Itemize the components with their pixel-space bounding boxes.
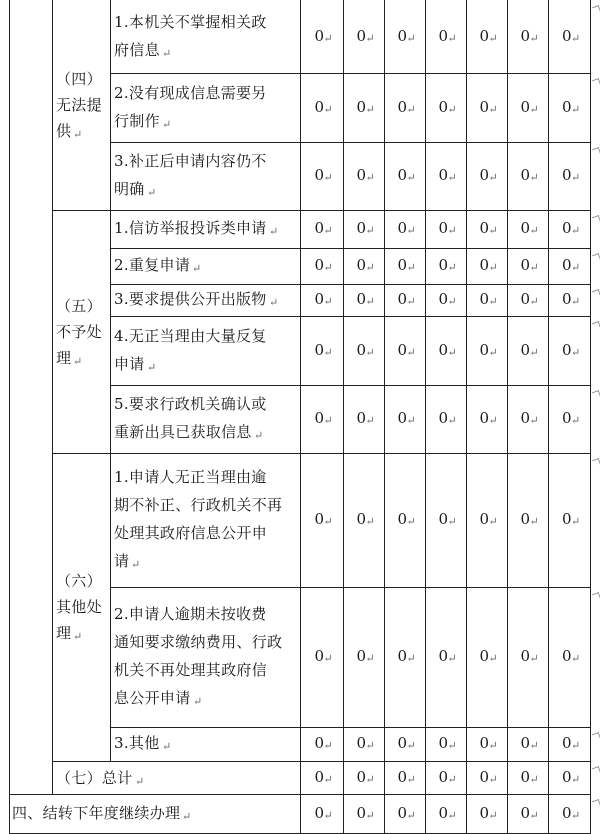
paragraph-mark-icon: ↵ <box>529 739 540 752</box>
group-label: 供 <box>56 122 72 140</box>
paragraph-mark-icon: ↵ <box>447 515 458 528</box>
paragraph-mark-icon: ↵ <box>365 739 376 752</box>
row-description: 4.无正当理由大量反复 <box>114 326 267 345</box>
row-end-mark-icon <box>592 592 600 601</box>
paragraph-mark-icon: ↵ <box>488 224 499 237</box>
row-border <box>110 316 590 317</box>
value-cell: 0 <box>438 166 449 184</box>
carry-row-label: 四、结转下年度继续办理 <box>12 804 181 822</box>
paragraph-mark-icon: ↵ <box>447 414 458 427</box>
row-end-mark-icon <box>592 215 600 224</box>
value-cell: 0 <box>562 734 572 752</box>
row-description: 2.申请人逾期未按收费 <box>114 605 267 623</box>
paragraph-mark-icon: ↵ <box>365 652 376 665</box>
paragraph-mark-icon: ↵ <box>571 171 581 184</box>
border-left <box>9 0 10 834</box>
value-column-line <box>425 0 426 834</box>
paragraph-mark-icon: ↵ <box>488 772 499 786</box>
paragraph-mark-icon: ↵ <box>447 652 458 665</box>
group-label: 无法提 <box>56 96 102 114</box>
value-cell: 0 <box>562 409 572 427</box>
value-cell: 0 <box>520 219 531 237</box>
row-description: 通知要求缴纳费用、行政 <box>114 633 283 651</box>
value-cell: 0 <box>397 290 408 308</box>
paragraph-mark-icon: ↵ <box>323 102 334 116</box>
group-border <box>52 453 590 454</box>
value-cell: 0 <box>356 804 367 822</box>
group-label: 理 <box>56 348 72 367</box>
value-cell: 0 <box>479 256 490 274</box>
value-cell: 0 <box>397 409 408 427</box>
value-cell: 0 <box>314 510 325 528</box>
value-cell: 0 <box>356 340 367 359</box>
value-cell: 0 <box>520 647 531 665</box>
group-divider <box>52 0 53 794</box>
value-cell: 0 <box>520 256 531 274</box>
value-cell: 0 <box>397 734 408 752</box>
paragraph-mark-icon: ↵ <box>488 31 499 45</box>
paragraph-mark-icon: ↵ <box>529 295 540 308</box>
paragraph-mark-icon: ↵ <box>323 295 334 308</box>
value-cell: 0 <box>520 166 531 184</box>
paragraph-mark-icon: ↵ <box>323 809 334 822</box>
value-cell: 0 <box>438 219 449 237</box>
value-cell: 0 <box>438 340 449 359</box>
value-cell: 0 <box>314 219 325 237</box>
value-cell: 0 <box>520 290 531 308</box>
value-column-line <box>384 0 385 834</box>
paragraph-mark-icon: ↵ <box>365 345 376 359</box>
paragraph-mark-icon: ↵ <box>447 345 458 359</box>
paragraph-mark-icon: ↵ <box>529 171 540 184</box>
paragraph-mark-icon: ↵ <box>488 515 499 528</box>
value-cell: 0 <box>438 26 449 45</box>
value-cell: 0 <box>356 166 367 184</box>
value-cell: 0 <box>520 340 531 359</box>
paragraph-mark-icon: ↵ <box>323 515 334 528</box>
row-description: 期不补正、行政机关不再 <box>114 496 283 514</box>
row-description: 3.要求提供公开出版物 <box>114 290 267 308</box>
value-cell: 0 <box>479 409 490 427</box>
paragraph-mark-icon: ↵ <box>365 515 376 528</box>
group-border <box>52 761 590 762</box>
value-cell: 0 <box>356 767 367 786</box>
group-label: （六） <box>56 572 102 590</box>
value-cell: 0 <box>562 510 572 528</box>
paragraph-mark-icon: ↵ <box>254 429 264 442</box>
value-cell: 0 <box>479 804 490 822</box>
paragraph-mark-icon: ↵ <box>147 360 157 374</box>
paragraph-mark-icon: ↵ <box>269 225 279 238</box>
value-cell: 0 <box>562 647 572 665</box>
paragraph-mark-icon: ↵ <box>571 739 581 752</box>
paragraph-mark-icon: ↵ <box>323 171 334 184</box>
paragraph-mark-icon: ↵ <box>135 775 145 788</box>
row-end-mark-icon <box>592 732 600 741</box>
row-description: 重新出具已获取信息 <box>114 423 252 441</box>
paragraph-mark-icon: ↵ <box>406 224 417 237</box>
value-cell: 0 <box>479 647 490 665</box>
paragraph-mark-icon: ↵ <box>192 262 202 275</box>
paragraph-mark-icon: ↵ <box>162 46 172 60</box>
row-end-mark-icon <box>592 390 600 399</box>
total-row-bottom <box>9 794 590 795</box>
paragraph-mark-icon: ↵ <box>571 345 581 359</box>
row-description: 3.其他 <box>114 734 160 752</box>
paragraph-mark-icon: ↵ <box>365 102 376 116</box>
row-description: 处理其政府信息公开申 <box>114 524 268 542</box>
paragraph-mark-icon: ↵ <box>529 809 540 822</box>
value-cell: 0 <box>562 256 572 274</box>
paragraph-mark-icon: ↵ <box>571 652 581 665</box>
paragraph-mark-icon: ↵ <box>73 354 83 368</box>
paragraph-mark-icon: ↵ <box>571 261 581 274</box>
row-border <box>110 385 590 386</box>
row-end-mark-icon <box>592 799 600 808</box>
value-column-line <box>590 0 591 834</box>
value-cell: 0 <box>356 647 367 665</box>
paragraph-mark-icon: ↵ <box>323 739 334 752</box>
row-description: 行制作 <box>114 111 160 130</box>
row-description: 机关不再处理其政府信 <box>114 661 268 679</box>
value-cell: 0 <box>520 734 531 752</box>
paragraph-mark-icon: ↵ <box>529 261 540 274</box>
paragraph-mark-icon: ↵ <box>193 695 203 708</box>
row-description: 明确 <box>114 180 145 198</box>
paragraph-mark-icon: ↵ <box>323 345 334 359</box>
value-cell: 0 <box>520 767 531 786</box>
value-cell: 0 <box>562 290 572 308</box>
value-column-line <box>300 0 301 834</box>
row-end-mark-icon <box>592 5 600 14</box>
paragraph-mark-icon: ↵ <box>571 414 581 427</box>
row-end-mark-icon <box>592 766 600 775</box>
value-cell: 0 <box>356 256 367 274</box>
paragraph-mark-icon: ↵ <box>571 515 581 528</box>
value-cell: 0 <box>438 290 449 308</box>
paragraph-mark-icon: ↵ <box>529 772 540 786</box>
value-cell: 0 <box>397 767 408 786</box>
row-description: 请 <box>114 552 130 570</box>
paragraph-mark-icon: ↵ <box>323 261 334 274</box>
row-end-mark-icon <box>592 458 600 467</box>
group-label: 不予处 <box>56 322 102 341</box>
group-label: （四） <box>56 70 102 88</box>
paragraph-mark-icon: ↵ <box>571 31 581 45</box>
value-cell: 0 <box>479 166 490 184</box>
paragraph-mark-icon: ↵ <box>571 224 581 237</box>
value-cell: 0 <box>479 767 490 786</box>
value-cell: 0 <box>314 166 325 184</box>
paragraph-mark-icon: ↵ <box>488 261 499 274</box>
value-cell: 0 <box>314 26 325 45</box>
paragraph-mark-icon: ↵ <box>365 224 376 237</box>
value-cell: 0 <box>397 166 408 184</box>
value-cell: 0 <box>314 256 325 274</box>
paragraph-mark-icon: ↵ <box>147 186 157 199</box>
value-cell: 0 <box>438 767 449 786</box>
value-cell: 0 <box>397 26 408 45</box>
paragraph-mark-icon: ↵ <box>488 809 499 822</box>
paragraph-mark-icon: ↵ <box>529 102 540 116</box>
paragraph-mark-icon: ↵ <box>571 102 581 116</box>
value-cell: 0 <box>562 219 572 237</box>
paragraph-mark-icon: ↵ <box>323 31 334 45</box>
paragraph-mark-icon: ↵ <box>365 261 376 274</box>
row-border <box>110 73 590 74</box>
value-cell: 0 <box>438 256 449 274</box>
paragraph-mark-icon: ↵ <box>323 652 334 665</box>
paragraph-mark-icon: ↵ <box>269 296 279 309</box>
paragraph-mark-icon: ↵ <box>488 652 499 665</box>
group-label: （五） <box>56 296 102 315</box>
row-end-mark-icon <box>592 321 600 330</box>
paragraph-mark-icon: ↵ <box>488 739 499 752</box>
paragraph-mark-icon: ↵ <box>447 171 458 184</box>
value-cell: 0 <box>438 510 449 528</box>
value-cell: 0 <box>314 340 325 359</box>
row-description: 2.没有现成信息需要另 <box>114 83 267 102</box>
paragraph-mark-icon: ↵ <box>529 515 540 528</box>
value-cell: 0 <box>397 219 408 237</box>
paragraph-mark-icon: ↵ <box>529 345 540 359</box>
paragraph-mark-icon: ↵ <box>529 652 540 665</box>
value-cell: 0 <box>562 767 572 786</box>
value-cell: 0 <box>438 409 449 427</box>
paragraph-mark-icon: ↵ <box>488 102 499 116</box>
value-cell: 0 <box>479 26 490 45</box>
paragraph-mark-icon: ↵ <box>571 772 581 786</box>
value-cell: 0 <box>562 26 572 45</box>
row-end-mark-icon <box>592 253 600 262</box>
paragraph-mark-icon: ↵ <box>365 809 376 822</box>
value-cell: 0 <box>520 409 531 427</box>
value-cell: 0 <box>479 340 490 359</box>
paragraph-mark-icon: ↵ <box>447 772 458 786</box>
paragraph-mark-icon: ↵ <box>529 31 540 45</box>
group-border <box>52 210 590 211</box>
total-row-label: （七）总计 <box>56 769 133 787</box>
paragraph-mark-icon: ↵ <box>447 31 458 45</box>
value-cell: 0 <box>520 804 531 822</box>
value-cell: 0 <box>314 734 325 752</box>
value-column-line <box>507 0 508 834</box>
value-cell: 0 <box>479 290 490 308</box>
value-cell: 0 <box>397 510 408 528</box>
row-border <box>110 284 590 285</box>
value-cell: 0 <box>438 804 449 822</box>
value-cell: 0 <box>356 510 367 528</box>
paragraph-mark-icon: ↵ <box>488 295 499 308</box>
row-end-mark-icon <box>592 78 600 87</box>
group-label: 其他处 <box>56 598 102 616</box>
paragraph-mark-icon: ↵ <box>182 810 192 823</box>
value-cell: 0 <box>438 647 449 665</box>
value-cell: 0 <box>314 290 325 308</box>
paragraph-mark-icon: ↵ <box>447 295 458 308</box>
paragraph-mark-icon: ↵ <box>162 117 172 131</box>
value-cell: 0 <box>520 26 531 45</box>
desc-divider <box>110 0 111 761</box>
row-description: 3.补正后申请内容仍不 <box>114 152 267 170</box>
value-cell: 0 <box>520 510 531 528</box>
paragraph-mark-icon: ↵ <box>406 809 417 822</box>
row-description: 1.申请人无正当理由逾 <box>114 468 267 486</box>
paragraph-mark-icon: ↵ <box>488 414 499 427</box>
paragraph-mark-icon: ↵ <box>406 171 417 184</box>
group-label: 理 <box>56 624 72 642</box>
paragraph-mark-icon: ↵ <box>529 224 540 237</box>
value-cell: 0 <box>356 26 367 45</box>
paragraph-mark-icon: ↵ <box>406 295 417 308</box>
value-cell: 0 <box>562 340 572 359</box>
paragraph-mark-icon: ↵ <box>406 414 417 427</box>
row-description: 5.要求行政机关确认或 <box>114 395 267 413</box>
paragraph-mark-icon: ↵ <box>365 414 376 427</box>
paragraph-mark-icon: ↵ <box>447 739 458 752</box>
value-cell: 0 <box>438 734 449 752</box>
value-cell: 0 <box>438 97 449 116</box>
paragraph-mark-icon: ↵ <box>406 345 417 359</box>
row-description: 府信息 <box>114 40 160 59</box>
row-description: 1.信访举报投诉类申请 <box>114 219 267 237</box>
value-cell: 0 <box>479 219 490 237</box>
paragraph-mark-icon: ↵ <box>571 809 581 822</box>
value-cell: 0 <box>397 804 408 822</box>
value-cell: 0 <box>479 510 490 528</box>
value-cell: 0 <box>314 767 325 786</box>
value-cell: 0 <box>314 804 325 822</box>
paragraph-mark-icon: ↵ <box>365 772 376 786</box>
value-cell: 0 <box>356 734 367 752</box>
value-cell: 0 <box>520 97 531 116</box>
value-cell: 0 <box>397 647 408 665</box>
paragraph-mark-icon: ↵ <box>406 102 417 116</box>
value-column-line <box>548 0 549 834</box>
row-description: 2.重复申请 <box>114 256 191 274</box>
paragraph-mark-icon: ↵ <box>406 652 417 665</box>
value-cell: 0 <box>314 409 325 427</box>
row-end-mark-icon <box>592 147 600 156</box>
value-cell: 0 <box>397 97 408 116</box>
row-border <box>110 248 590 249</box>
paragraph-mark-icon: ↵ <box>365 171 376 184</box>
value-cell: 0 <box>356 290 367 308</box>
value-cell: 0 <box>356 97 367 116</box>
paragraph-mark-icon: ↵ <box>365 31 376 45</box>
value-cell: 0 <box>479 734 490 752</box>
paragraph-mark-icon: ↵ <box>406 739 417 752</box>
paragraph-mark-icon: ↵ <box>488 345 499 359</box>
paragraph-mark-icon: ↵ <box>406 515 417 528</box>
row-border <box>110 142 590 143</box>
value-cell: 0 <box>562 166 572 184</box>
value-cell: 0 <box>356 409 367 427</box>
paragraph-mark-icon: ↵ <box>447 102 458 116</box>
paragraph-mark-icon: ↵ <box>529 414 540 427</box>
paragraph-mark-icon: ↵ <box>73 128 83 141</box>
value-cell: 0 <box>479 97 490 116</box>
value-cell: 0 <box>562 97 572 116</box>
value-column-line <box>343 0 344 834</box>
paragraph-mark-icon: ↵ <box>488 171 499 184</box>
row-description: 1.本机关不掌握相关政 <box>114 12 267 31</box>
paragraph-mark-icon: ↵ <box>447 261 458 274</box>
paragraph-mark-icon: ↵ <box>406 261 417 274</box>
value-column-line <box>466 0 467 834</box>
value-cell: 0 <box>397 256 408 274</box>
paragraph-mark-icon: ↵ <box>406 31 417 45</box>
value-cell: 0 <box>314 647 325 665</box>
paragraph-mark-icon: ↵ <box>365 295 376 308</box>
paragraph-mark-icon: ↵ <box>571 295 581 308</box>
value-cell: 0 <box>314 97 325 116</box>
paragraph-mark-icon: ↵ <box>73 630 83 643</box>
row-border <box>110 727 590 728</box>
row-description: 申请 <box>114 354 145 373</box>
paragraph-mark-icon: ↵ <box>323 772 334 786</box>
value-cell: 0 <box>356 219 367 237</box>
paragraph-mark-icon: ↵ <box>447 224 458 237</box>
paragraph-mark-icon: ↵ <box>131 558 141 571</box>
value-cell: 0 <box>562 804 572 822</box>
paragraph-mark-icon: ↵ <box>406 772 417 786</box>
paragraph-mark-icon: ↵ <box>162 740 172 753</box>
value-cell: 0 <box>397 340 408 359</box>
paragraph-mark-icon: ↵ <box>447 809 458 822</box>
paragraph-mark-icon: ↵ <box>323 414 334 427</box>
paragraph-mark-icon: ↵ <box>323 224 334 237</box>
row-description: 息公开申请 <box>114 689 191 707</box>
row-border <box>110 587 590 588</box>
row-end-mark-icon <box>592 289 600 298</box>
